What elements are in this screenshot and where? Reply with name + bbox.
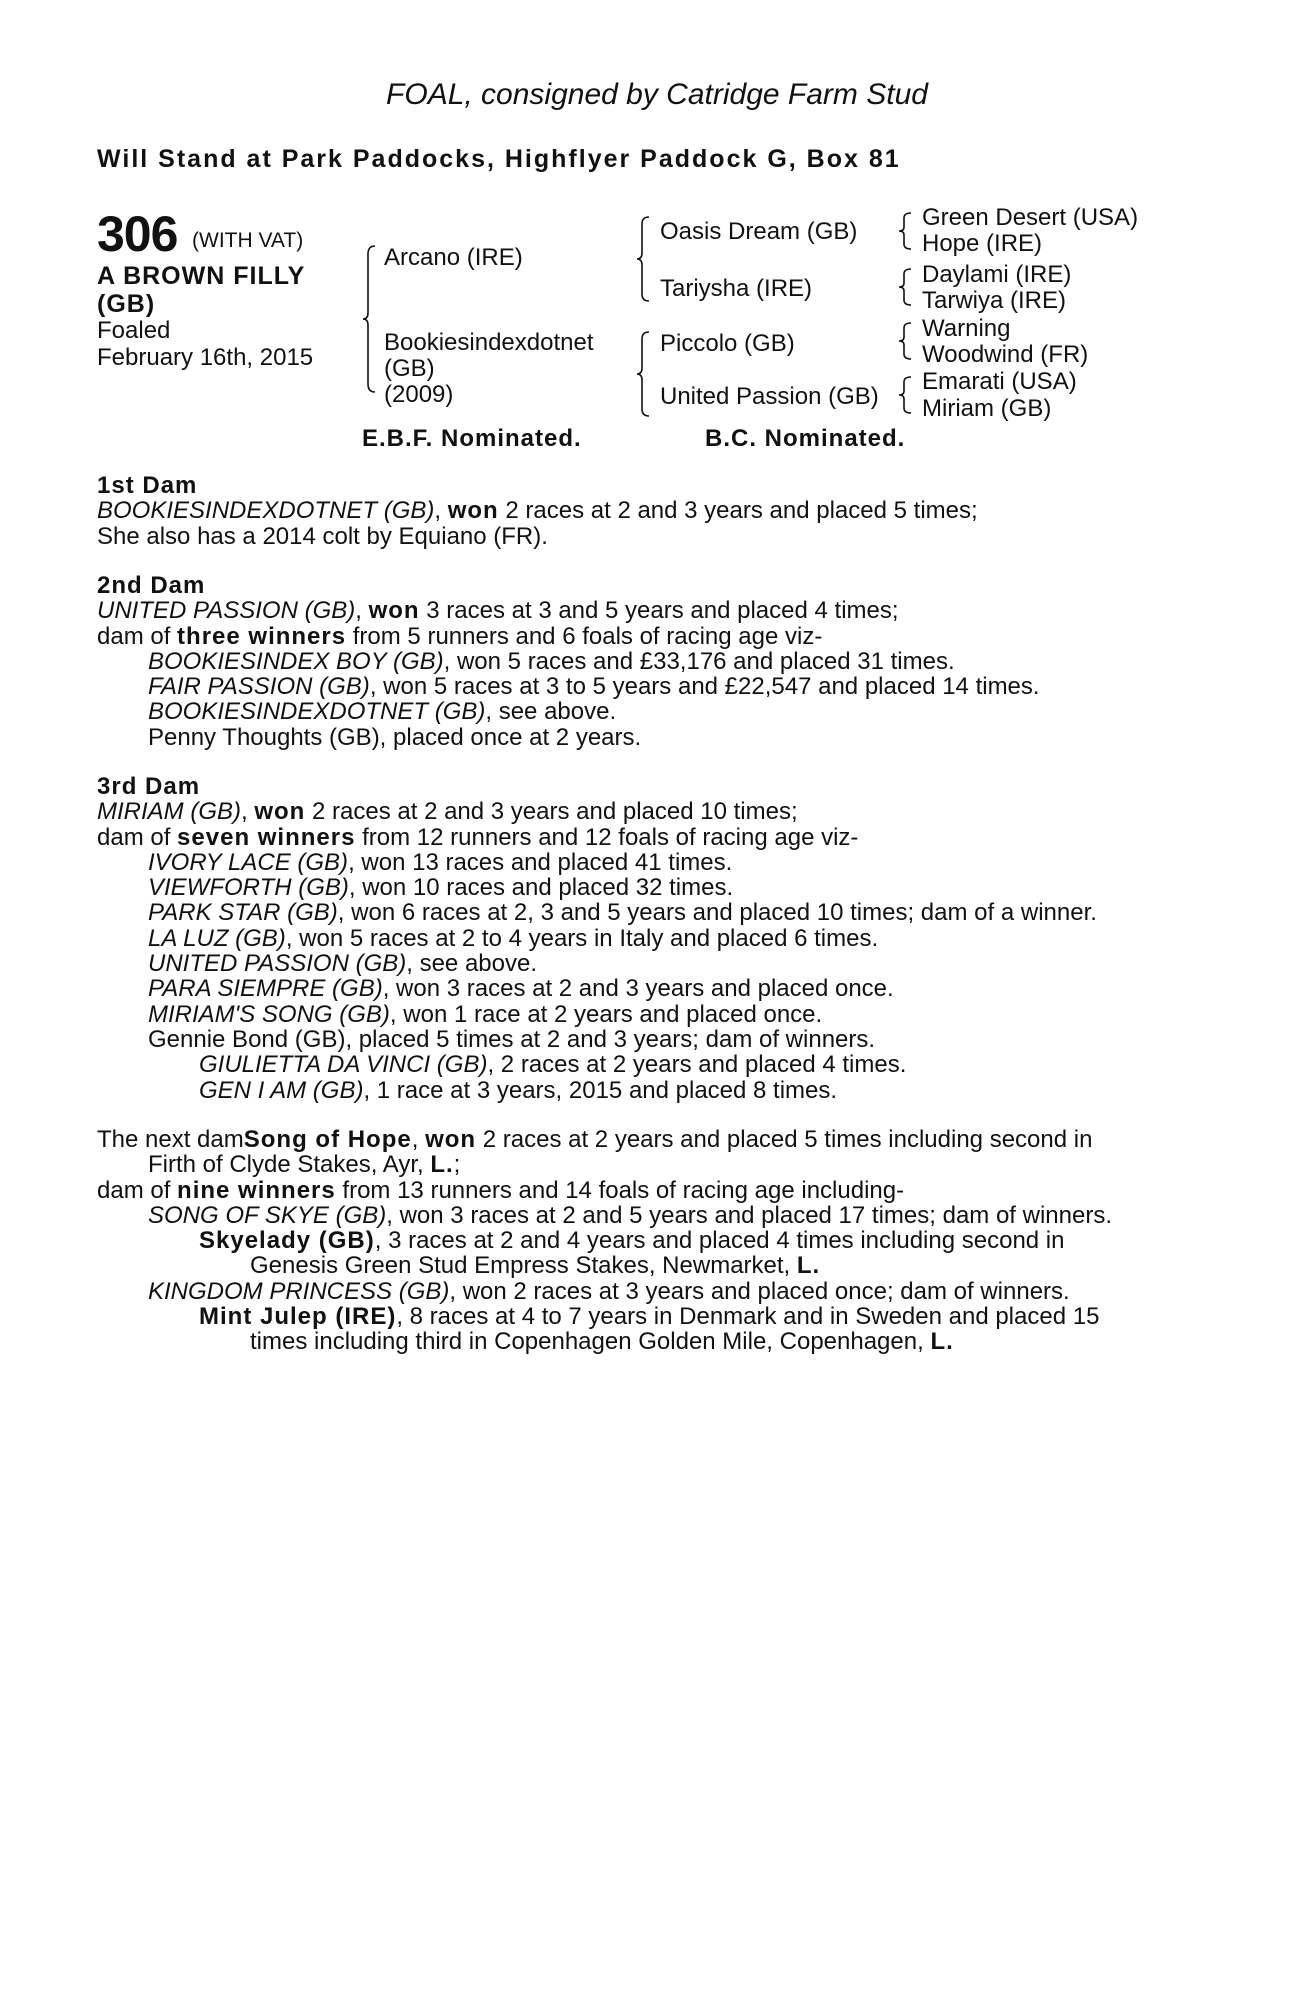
dam-produce-summary: dam of seven winners from 12 runners and 12 foals of racing age viz- <box>97 823 859 851</box>
produce-entry: MIRIAM'S SONG (GB), won 1 race at 2 years and placed once. <box>148 1000 823 1028</box>
stand-location: Will Stand at Park Paddocks, Highflyer Paddock G, Box 81 <box>97 145 901 173</box>
produce-entry: PARK STAR (GB), won 6 races at 2, 3 and 5 years and placed 10 times; dam of a winner. <box>148 899 1097 927</box>
catalogue-title: FOAL, consigned by Catridge Farm Stud <box>386 78 928 111</box>
produce-entry: KINGDOM PRINCESS (GB), won 2 races at 3 years and placed once; dam of winners. <box>148 1277 1070 1305</box>
ebf-nominated: E.B.F. Nominated. <box>362 425 582 452</box>
grand-produce-entry: Mint Julep (IRE), 8 races at 4 to 7 years in Denmark and in Sweden and placed 15 <box>199 1303 1100 1331</box>
produce-entry: IVORY LACE (GB), won 13 races and placed 41 times. <box>148 848 733 876</box>
first-dam-section <box>97 473 978 549</box>
pedigree-ggp-5: Warning <box>922 315 1011 342</box>
pedigree-brace-main <box>362 244 376 394</box>
pedigree-ggp-2: Hope (IRE) <box>922 230 1043 257</box>
next-dam-record-cont: Firth of Clyde Stakes, Ayr, L.; <box>148 1151 461 1179</box>
pedigree-brace-ggp-2 <box>898 267 912 307</box>
pedigree-ggp-6: Woodwind (FR) <box>922 341 1089 368</box>
pedigree-dam-line-2: (GB) <box>384 355 435 382</box>
bc-nominated: B.C. Nominated. <box>705 425 906 452</box>
produce-entry: Gennie Bond (GB), placed 5 times at 2 and 3 years; dam of winners. <box>148 1025 876 1053</box>
produce-entry: SONG OF SKYE (GB), won 3 races at 2 and 5 years and placed 17 times; dam of winners. <box>148 1201 1112 1229</box>
produce-entry: BOOKIESINDEXDOTNET (GB), see above. <box>148 698 617 726</box>
pedigree-ggp-7: Emarati (USA) <box>922 368 1077 395</box>
foaled-date: February 16th, 2015 <box>97 344 314 371</box>
section-heading: 3rd Dam <box>97 773 201 800</box>
produce-entry: BOOKIESINDEX BOY (GB), won 5 races and £33,176 and placed 31 times. <box>148 647 955 675</box>
sex-line-2: (GB) <box>97 290 156 318</box>
pedigree-ggp-4: Tarwiya (IRE) <box>922 287 1067 314</box>
pedigree-sire: Arcano (IRE) <box>384 244 523 271</box>
pedigree-brace-ggp-3 <box>898 321 912 361</box>
produce-entry: UNITED PASSION (GB), see above. <box>148 950 538 978</box>
lot-number: 306 <box>97 206 178 262</box>
pedigree-brace-dam <box>636 330 650 418</box>
pedigree-dam-line-1: Bookiesindexdotnet <box>384 329 594 356</box>
produce-entry: VIEWFORTH (GB), won 10 races and placed 32 times. <box>148 874 734 902</box>
dam-record: BOOKIESINDEXDOTNET (GB), won 2 races at 2 and 3 years and placed 5 times; <box>97 497 978 525</box>
pedigree-brace-ggp-4 <box>898 375 912 415</box>
section-heading: 1st Dam <box>97 472 198 499</box>
pedigree-ggp-8: Miriam (GB) <box>922 395 1052 422</box>
dam-produce-summary: dam of three winners from 5 runners and 6 foals of racing age viz- <box>97 622 823 650</box>
pedigree-dam <box>384 330 593 408</box>
dam-note: She also has a 2014 colt by Equiano (FR). <box>97 522 548 550</box>
pedigree-dam-line-3: (2009) <box>384 381 454 408</box>
foaled-info <box>97 317 313 371</box>
grand-produce-entry: Skyelady (GB), 3 races at 2 and 4 years and placed 4 times including second in <box>199 1227 1065 1255</box>
pedigree-ggp-1: Green Desert (USA) <box>922 204 1139 231</box>
grand-produce-entry-cont: Genesis Green Stud Empress Stakes, Newmarket, L. <box>250 1252 821 1280</box>
grand-produce-entry: GIULIETTA DA VINCI (GB), 2 races at 2 years and placed 4 times. <box>199 1051 907 1079</box>
dam-record: UNITED PASSION (GB), won 3 races at 3 and 5 years and placed 4 times; <box>97 597 899 625</box>
third-dam-section <box>97 774 1097 1103</box>
pedigree-sire-dam: Tariysha (IRE) <box>660 275 813 302</box>
produce-entry: FAIR PASSION (GB), won 5 races at 3 to 5 years and £22,547 and placed 14 times. <box>148 673 1040 701</box>
second-dam-section <box>97 573 1040 750</box>
pedigree-dam-sire: Piccolo (GB) <box>660 330 795 357</box>
dam-produce-summary: dam of nine winners from 13 runners and 14 foals of racing age including- <box>97 1176 905 1204</box>
produce-entry: LA LUZ (GB), won 5 races at 2 to 4 years in Italy and placed 6 times. <box>148 924 879 952</box>
pedigree-dam-dam: United Passion (GB) <box>660 383 879 410</box>
grand-produce-entry-cont: times including third in Copenhagen Golden Mile, Copenhagen, L. <box>250 1328 954 1356</box>
pedigree-sire-sire: Oasis Dream (GB) <box>660 218 858 245</box>
next-dam-section <box>97 1127 1191 1355</box>
pedigree-ggp-3: Daylami (IRE) <box>922 261 1072 288</box>
pedigree-brace-sire <box>636 215 650 303</box>
vat-note: (WITH VAT) <box>192 229 304 252</box>
foaled-label: Foaled <box>97 317 171 344</box>
produce-entry: Penny Thoughts (GB), placed once at 2 years. <box>148 723 642 751</box>
produce-entry: PARA SIEMPRE (GB), won 3 races at 2 and 3 years and placed once. <box>148 975 894 1003</box>
next-dam-record: The next dam Song of Hope, won 2 races at 2 years and placed 5 times including second in <box>97 1126 1093 1153</box>
grand-produce-entry: GEN I AM (GB), 1 race at 3 years, 2015 and placed 8 times. <box>199 1076 838 1104</box>
sex-line-1: A BROWN FILLY <box>97 262 306 290</box>
pedigree-brace-ggp-1 <box>898 211 912 251</box>
section-heading: 2nd Dam <box>97 572 206 599</box>
dam-record: MIRIAM (GB), won 2 races at 2 and 3 years and placed 10 times; <box>97 798 798 826</box>
lot-description <box>97 262 305 318</box>
